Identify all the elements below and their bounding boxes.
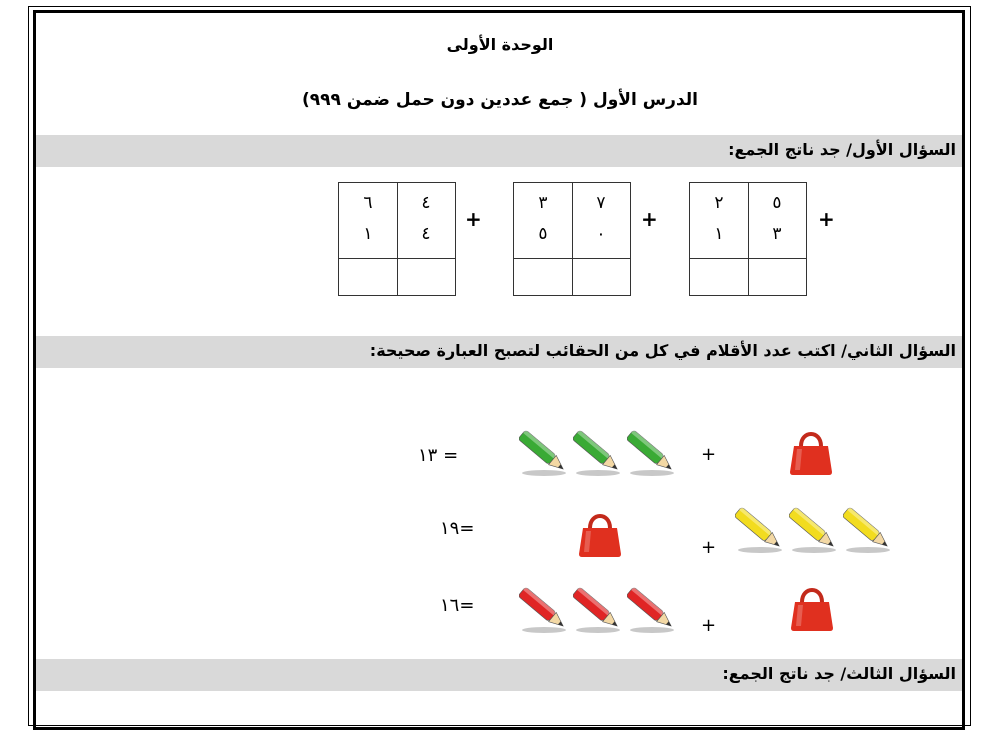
unit-title: الوحدة الأولى	[446, 35, 554, 54]
digit: ٦	[363, 193, 373, 213]
digit: ١	[363, 224, 373, 244]
plus-sign: +	[641, 207, 658, 231]
answer-box-tens[interactable]	[749, 259, 807, 296]
digit: ٢	[714, 193, 724, 213]
question-1-label: السؤال الأول/ جد ناتج الجمع:	[36, 135, 962, 167]
pencil-icon	[573, 428, 623, 478]
plus-sign: +	[701, 615, 717, 636]
pencil-icon	[627, 585, 677, 635]
digit: ٠	[596, 224, 606, 244]
pencil-icon	[519, 585, 569, 635]
pencil-icon	[789, 505, 839, 555]
plus-sign: +	[701, 537, 717, 558]
answer-box-tens[interactable]	[398, 259, 456, 296]
digit: ٥	[772, 193, 782, 213]
question-2-label: السؤال الثاني/ اكتب عدد الأقلام في كل من الحقائب لتصبح العبارة صحيحة:	[36, 336, 962, 368]
digit: ٥	[538, 224, 548, 244]
row-total: ١٦=	[440, 595, 475, 616]
addition-problem-2	[513, 182, 631, 296]
pencil-icon	[735, 505, 785, 555]
answer-box-ones[interactable]	[514, 259, 572, 296]
bag-icon	[574, 506, 626, 558]
bag-icon	[785, 424, 837, 476]
plus-sign: +	[465, 207, 482, 231]
question-3-label: السؤال الثالث/ جد ناتج الجمع:	[36, 659, 962, 691]
pencil-icon	[519, 428, 569, 478]
pencil-icon	[573, 585, 623, 635]
digit: ٣	[538, 193, 548, 213]
row-total: ١٩=	[440, 518, 475, 539]
answer-box-ones[interactable]	[339, 259, 397, 296]
digit: ٤	[421, 224, 431, 244]
digit: ٣	[772, 224, 782, 244]
row-total: ١٣ =	[418, 445, 459, 466]
addition-problem-1	[689, 182, 807, 296]
pencil-icon	[627, 428, 677, 478]
addition-problem-3	[338, 182, 456, 296]
plus-sign: +	[818, 207, 835, 231]
answer-box-tens[interactable]	[573, 259, 631, 296]
bag-icon	[786, 580, 838, 632]
lesson-title: الدرس الأول ( جمع عددين دون حمل ضمن ٩٩٩)	[302, 90, 698, 110]
pencil-icon	[843, 505, 893, 555]
digit: ١	[714, 224, 724, 244]
digit: ٤	[421, 193, 431, 213]
plus-sign: +	[701, 444, 717, 465]
digit: ٧	[596, 193, 606, 213]
answer-box-ones[interactable]	[690, 259, 748, 296]
